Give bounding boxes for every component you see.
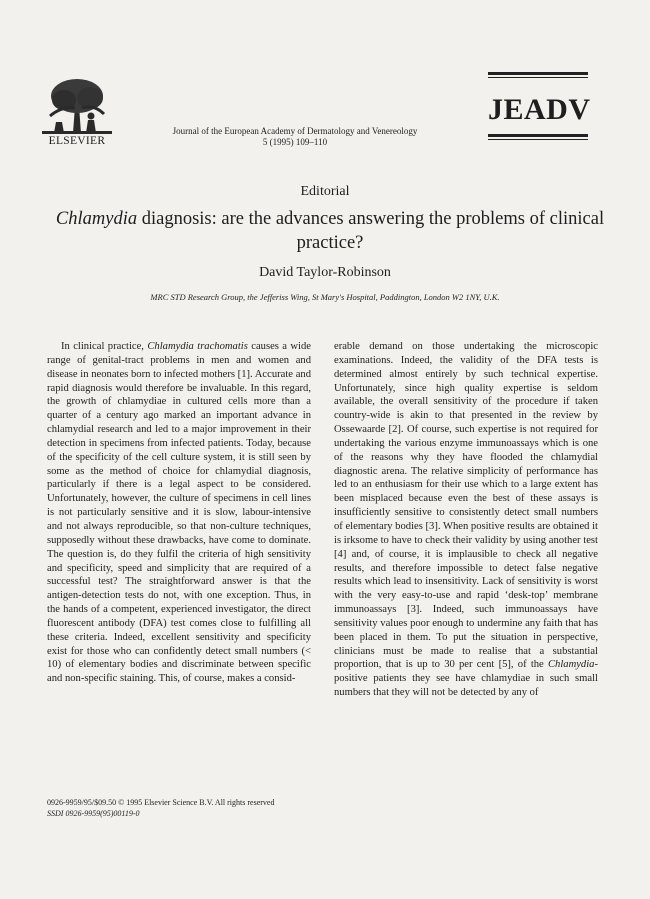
ssdi-line: SSDI 0926-9959(95)00119-0 [47, 809, 140, 818]
body-text: erable demand on those undertaking the microscopic examinations. Indeed, the validity of the DFA tests is determined almost entirely by such technical expertise. Unfortunately, since high quality expertise is seldom available, the overall sensitivity of the procedure if taken country-wide is akin to that presented in the review by Ossewaarde [2]. Of course, such expertise is not required for undertaking the various enzyme immunoassays which is one of the reasons why they have flooded the chlamydial diagnostic arena. The relative simplicity of performance has led to an enthusiasm for their use which to a large extent has been misplaced because even the best of these assays is insufficiently sensitive to consistently detect small numbers of elementary bodies [3]. When positive results are obtained it is irksome to have to check their validity by using another test [4] and, of course, it is implausible to check all negative results, and therefore impossible to detect false negative results which lead to insensitivity. Lack of sensitivity is worst with the very easy-to-use and rapid ‘desk-top’ membrane immunoassays [3]. Indeed, such immunoassays have sensitivity values poor enough to undermine any faith that has been placed in them. To put the situation in perspective, clinicians must be made to realise that a substantial proportion, that is up to 30 per cent [5], of the [334, 341, 598, 671]
body-italic-term: Chlamydia trachomatis [147, 341, 248, 352]
issn-line: 0926-9959/95/$09.50 © 1995 Elsevier Science B.V. All rights reserved [47, 798, 275, 807]
journal-info [150, 126, 440, 148]
body-text: In clinical practice, [61, 341, 148, 352]
body-text: causes a wide range of genital-tract problems in men and women and disease in neonates born to infected mothers [1]. Accurate and rapid diagnosis would therefore be invaluable. In this regard, the growth of chlamydiae in cultured cells more than a quarter of a century ago marked an important advance in chlamydial research and led to a major improvement in their detection in specimens from infected patients. Today, because of the specificity of the cell culture system, it is still seen by some as the method of choice for chlamydial diagnosis, particularly if there is a legal aspect to be considered. Unfortunately, however, the culture of specimens in cell lines is not particularly sensitive and it is slow, labour-intensive and not always reproducible, so that non-culture techniques, supposedly without these drawbacks, have come to dominate. The question is, do they fulfil the criteria of high sensitivity and specificity, speed and simplicity that are required of a successful test? The straightforward answer is that the antigen-detection tests do not, with one exception. Thus, in the hands of a competent, experienced investigator, the direct fluorescent antibody (DFA) test comes close to fulfilling all these criteria. Indeed, excellent sensitivity and specificity exist for those who can confidently detect small numbers (< 10) of elementary bodies and discriminate between specific and non-specific staining. This, of course, makes a consid- [47, 341, 311, 685]
masthead-rule-bottom [488, 134, 588, 137]
body-paragraph [47, 340, 311, 686]
body-column-right [334, 340, 598, 700]
publisher-name: ELSEVIER [48, 135, 106, 147]
masthead-rule-bottom-thin [488, 139, 588, 140]
body-column-left [47, 340, 311, 686]
article-title-italic: Chlamydia [55, 209, 138, 229]
copyright-footer [47, 797, 274, 819]
masthead-rule-top-thin [488, 77, 588, 78]
masthead-rule-top [488, 72, 588, 75]
journal-citation: 5 (1995) 109–110 [262, 137, 328, 147]
article-author: David Taylor-Robinson [259, 265, 391, 280]
elsevier-tree-icon [42, 76, 112, 134]
body-paragraph [334, 340, 598, 700]
article-section-label: Editorial [300, 184, 350, 199]
publisher-logo [42, 76, 112, 147]
article-title-rest: diagnosis: are the advances answering the problems of clinical practice? [137, 209, 605, 253]
journal-abbrev: JEADV [488, 93, 591, 126]
author-affiliation: MRC STD Research Group, the Jefferiss Wing, St Mary's Hospital, Paddington, London W2 1NY, U.K. [150, 292, 500, 302]
article-title [30, 207, 630, 255]
journal-full-name: Journal of the European Academy of Dermatology and Venereology [172, 126, 418, 136]
body-italic-term: Chlamydia [547, 659, 595, 671]
body-text: -positive patients they see have chlamydiae in such small numbers that they will not be detected by any of [334, 659, 598, 699]
journal-masthead [488, 72, 591, 140]
